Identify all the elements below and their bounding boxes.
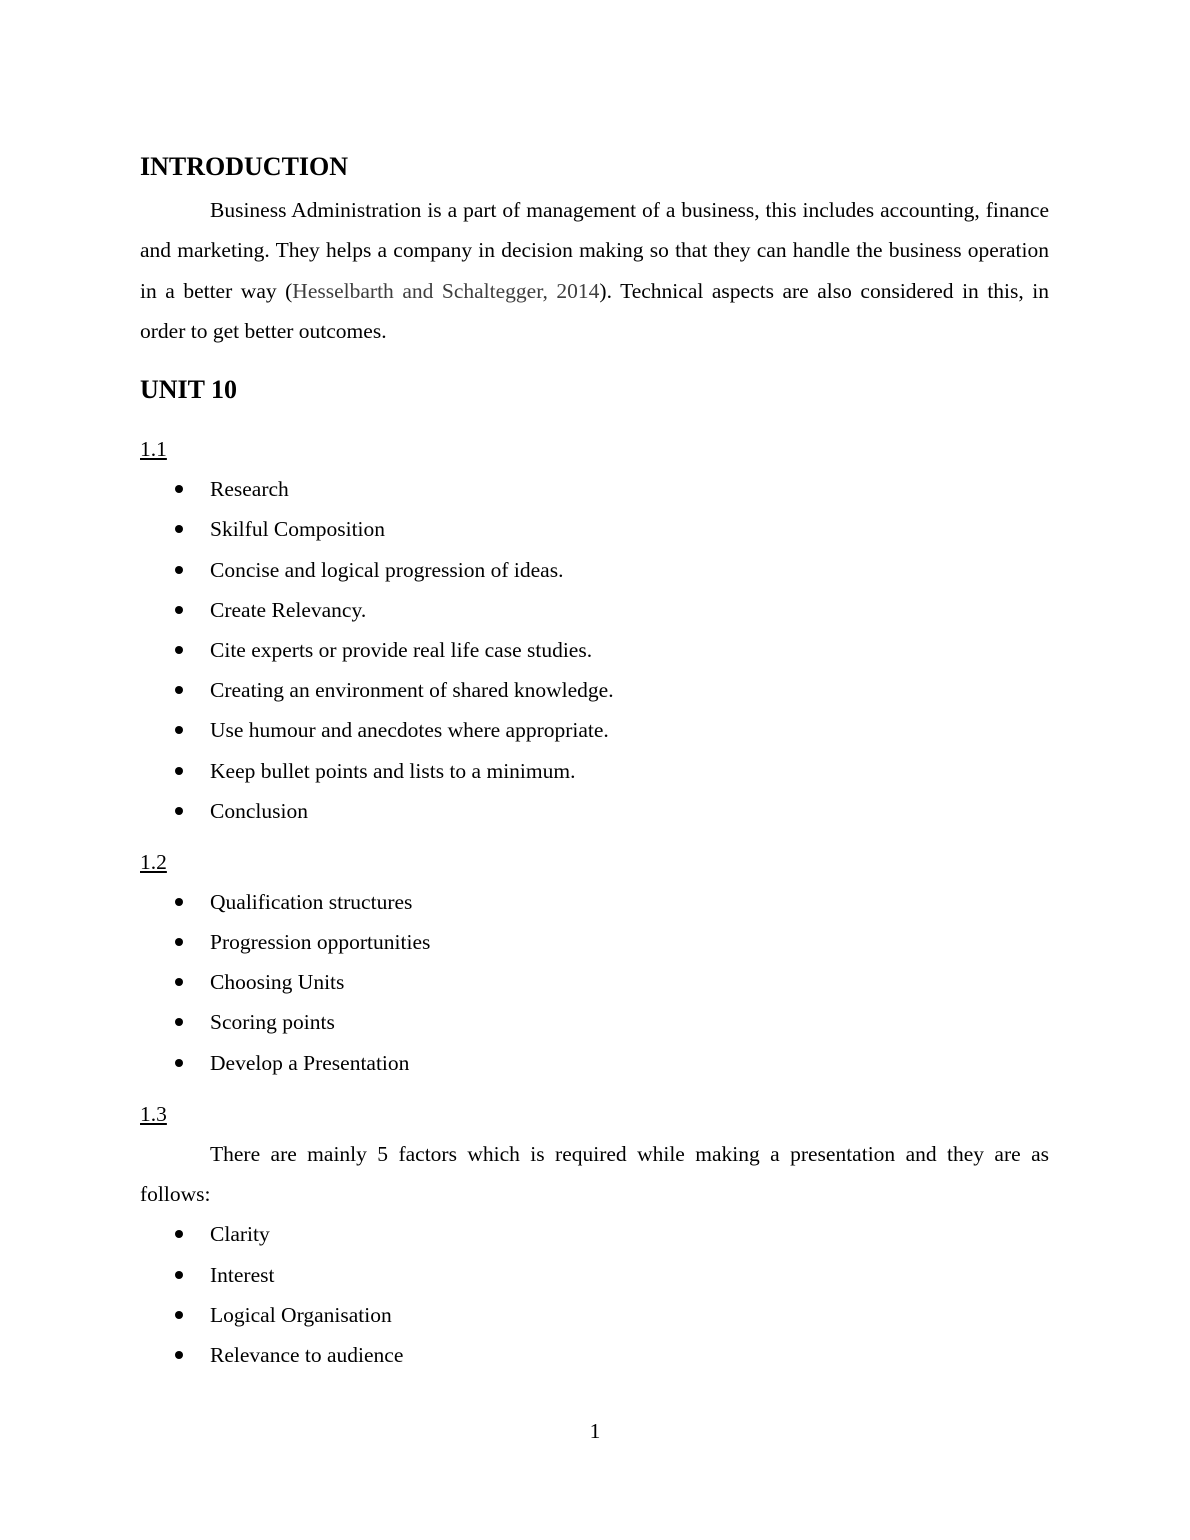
- bullet-icon: [175, 1271, 183, 1279]
- list-item-text: Keep bullet points and lists to a minimum.: [210, 758, 576, 783]
- list-item-text: Choosing Units: [210, 970, 345, 995]
- section-1-2-label: 1.2: [140, 849, 167, 874]
- list-item-text: Create Relevancy.: [210, 597, 367, 622]
- list-item: [140, 509, 1049, 549]
- bullet-icon: [175, 525, 183, 533]
- spacer: [140, 831, 1049, 842]
- list-item: [140, 1295, 1049, 1335]
- page-number: 1: [589, 1419, 601, 1443]
- list-item-text: Progression opportunities: [210, 930, 431, 955]
- list-item: [140, 922, 1049, 962]
- bullet-icon: [175, 1059, 183, 1067]
- list-item-text: Qualification structures: [210, 889, 413, 914]
- list-item: [140, 1002, 1049, 1042]
- list-item: [140, 962, 1049, 1002]
- list-item-text: Concise and logical progression of ideas.: [210, 557, 564, 582]
- section-1-1-list: [140, 469, 1049, 831]
- list-item: [140, 751, 1049, 791]
- list-item: [140, 710, 1049, 750]
- introduction-text-end: ). Technical aspects are also considered in this, in order to get better outcomes.: [140, 278, 1050, 343]
- list-item: [140, 1255, 1049, 1295]
- spacer: [140, 351, 1049, 373]
- list-item: [140, 1335, 1049, 1375]
- bullet-icon: [175, 1018, 183, 1026]
- list-item-text: Clarity: [210, 1222, 270, 1247]
- bullet-icon: [175, 1311, 183, 1319]
- list-item: [140, 882, 1049, 922]
- bullet-icon: [175, 485, 183, 493]
- bullet-icon: [175, 606, 183, 614]
- list-item: [140, 791, 1049, 831]
- bullet-icon: [175, 898, 183, 906]
- list-item-text: Develop a Presentation: [210, 1050, 410, 1075]
- list-item-text: Skilful Composition: [210, 517, 386, 542]
- citation-link[interactable]: Hesselbarth and Schaltegger, 2014: [292, 278, 600, 303]
- bullet-icon: [175, 726, 183, 734]
- list-item: [140, 1214, 1049, 1254]
- list-item-text: Research: [210, 477, 289, 502]
- spacer: [140, 1083, 1049, 1094]
- list-item-text: Relevance to audience: [210, 1342, 404, 1367]
- bullet-icon: [175, 807, 183, 815]
- bullet-icon: [175, 1230, 183, 1238]
- list-item-text: Scoring points: [210, 1010, 335, 1035]
- list-item: [140, 469, 1049, 509]
- bullet-icon: [175, 767, 183, 775]
- bullet-icon: [175, 978, 183, 986]
- bullet-icon: [175, 646, 183, 654]
- list-item: [140, 590, 1049, 630]
- bullet-icon: [175, 938, 183, 946]
- section-1-3-label: 1.3: [140, 1101, 167, 1126]
- list-item: [140, 670, 1049, 710]
- list-item-text: Conclusion: [210, 798, 308, 823]
- introduction-paragraph: [140, 190, 1049, 351]
- unit-heading: UNIT 10: [140, 375, 238, 405]
- introduction-heading: INTRODUCTION: [140, 152, 349, 181]
- section-1-1-label: 1.1: [140, 437, 167, 462]
- spacer: [140, 407, 1049, 429]
- section-1-3-intro: There are mainly 5 factors which is required while making a presentation and they are as follows:: [140, 1141, 1049, 1207]
- document-page: [140, 150, 1049, 1375]
- list-item: [140, 630, 1049, 670]
- introduction-text-start: Business Administration is a part of management of a business, this includes accounting, finance and marketing. They helps a company in decision making so that they can handle the business operation in a better way (: [140, 198, 1049, 303]
- bullet-icon: [175, 1351, 183, 1359]
- list-item-text: Creating an environment of shared knowledge.: [210, 678, 614, 703]
- list-item-text: Logical Organisation: [210, 1302, 392, 1327]
- list-item: [140, 550, 1049, 590]
- list-item-text: Interest: [210, 1262, 275, 1287]
- section-1-3-list: [140, 1214, 1049, 1375]
- bullet-icon: [175, 566, 183, 574]
- list-item-text: Use humour and anecdotes where appropriate.: [210, 718, 609, 743]
- list-item: [140, 1043, 1049, 1083]
- section-1-2-list: [140, 882, 1049, 1083]
- bullet-icon: [175, 686, 183, 694]
- list-item-text: Cite experts or provide real life case studies.: [210, 637, 593, 662]
